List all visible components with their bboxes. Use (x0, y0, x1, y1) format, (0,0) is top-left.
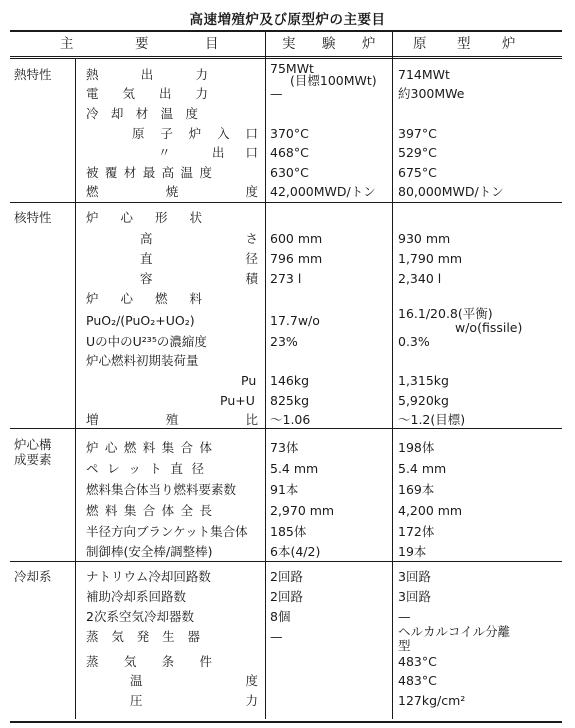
exp-volume: 273 l (270, 271, 302, 286)
label-puo2-ratio: PuO₂/(PuO₂+UO₂) (86, 313, 195, 328)
col-divider-item (265, 31, 266, 719)
label-reactor-inlet: 原 子 炉 入 口 (132, 126, 258, 141)
label-burnup: 燃 焼 度 (86, 184, 258, 199)
label-coolant-temp: 冷 却 材 温 度 (86, 106, 198, 121)
proto-fuel-assemblies: 198体 (398, 440, 435, 455)
proto-aux-loops: 3回路 (398, 589, 431, 604)
proto-steam-cond: 483°C (398, 654, 437, 669)
exp-thermal-output: 75MWt (270, 61, 314, 76)
proto-pins-per-assembly: 169本 (398, 482, 435, 497)
exp-reactor-inlet: 370°C (270, 126, 309, 141)
table-title: 高速増殖炉及び原型炉の主要目 (189, 12, 386, 28)
exp-pellet-dia: 5.4 mm (270, 461, 319, 476)
proto-diameter: 1,790 mm (398, 251, 463, 266)
label-clad-max: 被 覆 材 最 高 温 度 (86, 165, 212, 180)
section-nuclear: 核特性 (14, 210, 52, 225)
header-proto-1: 原 (413, 36, 427, 52)
proto-breeding: ～1.2(目標) (398, 412, 466, 427)
proto-burnup: 80,000MWD/トン (398, 184, 504, 199)
exp-u235: 23% (270, 334, 298, 349)
proto-assembly-length: 4,200 mm (398, 503, 463, 518)
label-pins-per-assembly: 燃料集合体当り燃料要素数 (86, 482, 237, 497)
proto-pu: 1,315kg (398, 373, 449, 388)
exp-air-coolers: 8個 (270, 609, 291, 624)
proto-sodium-loops: 3回路 (398, 569, 431, 584)
section-cooling: 冷却系 (14, 569, 52, 584)
exp-control-rods: 6本(4/2) (270, 544, 321, 559)
exp-height: 600 mm (270, 231, 323, 246)
header-item-2: 要 (135, 36, 149, 52)
label-aux-loops: 補助冷却系回路数 (86, 589, 187, 604)
label-sodium-loops: ナトリウム冷却回路数 (86, 569, 211, 584)
label-ditto-mark: 〃 (158, 145, 171, 160)
section-thermal: 熱特性 (14, 67, 52, 82)
proto-puo2-ratio-unit: w/o(fissile) (455, 320, 523, 335)
proto-radial-blanket: 172体 (398, 524, 435, 539)
proto-temperature: 483°C (398, 673, 437, 688)
exp-burnup: 42,000MWD/トン (270, 184, 376, 199)
exp-steam-gen: — (270, 629, 283, 644)
label-core-shape: 炉 心 形 状 (86, 210, 202, 225)
label-fuel-assemblies: 炉 心 燃 料 集 合 体 (86, 440, 212, 455)
proto-clad-max: 675°C (398, 165, 437, 180)
section-core-1: 炉心構 (14, 437, 52, 452)
label-pressure: 圧 力 (130, 693, 258, 708)
label-core-fuel: 炉 心 燃 料 (86, 291, 202, 306)
proto-control-rods: 19本 (398, 544, 427, 559)
proto-steam-gen-type: 型 (398, 638, 411, 653)
header-exp-2: 験 (322, 36, 336, 52)
exp-pins-per-assembly: 91本 (270, 482, 299, 497)
exp-reactor-outlet: 468°C (270, 145, 309, 160)
header-item-3: 目 (205, 36, 219, 52)
label-air-coolers: 2次系空気冷却器数 (86, 609, 194, 624)
header-exp-1: 実 (282, 36, 296, 52)
exp-aux-loops: 2回路 (270, 589, 303, 604)
header-rule (10, 56, 562, 57)
label-pellet-dia: ペ レ ッ ト 直 径 (86, 461, 204, 476)
exp-radial-blanket: 185体 (270, 524, 307, 539)
label-diameter: 直 径 (140, 251, 258, 266)
exp-thermal-output-target: (目標100MWt) (290, 73, 377, 88)
exp-electric-output: — (270, 86, 283, 101)
label-pu-u: Pu+U (220, 393, 255, 408)
exp-diameter: 796 mm (270, 251, 323, 266)
label-u235: Uの中のU²³⁵の濃縮度 (86, 334, 207, 349)
header-exp-3: 炉 (362, 36, 376, 52)
label-thermal-output: 熱 出 力 (86, 67, 208, 82)
exp-pu: 146kg (270, 373, 310, 388)
proto-u235: 0.3% (398, 334, 430, 349)
proto-thermal-output: 714MWt (398, 67, 450, 82)
section-rule-1 (10, 202, 562, 203)
label-temperature: 温 度 (130, 673, 258, 688)
label-steam-gen: 蒸 気 発 生 器 (86, 629, 200, 644)
exp-puo2-ratio: 17.7w/o (270, 313, 320, 328)
proto-reactor-inlet: 397°C (398, 126, 437, 141)
exp-breeding: ～1.06 (270, 412, 311, 427)
label-pu: Pu (241, 373, 257, 388)
header-rule-2 (10, 58, 562, 59)
label-electric-output: 電 気 出 力 (86, 86, 208, 101)
label-radial-blanket: 半径方向ブランケット集合体 (86, 524, 248, 539)
proto-pu-u: 5,920kg (398, 393, 449, 408)
exp-clad-max: 630°C (270, 165, 309, 180)
col-divider-section (75, 58, 76, 719)
header-item-1: 主 (60, 36, 74, 52)
proto-volume: 2,340 l (398, 271, 442, 286)
exp-fuel-assemblies: 73体 (270, 440, 299, 455)
proto-puo2-ratio: 16.1/20.8(平衡) (398, 306, 493, 321)
col-divider-exp (392, 31, 393, 719)
label-breeding: 増 殖 比 (86, 412, 258, 427)
header-proto-2: 型 (457, 36, 471, 52)
proto-air-coolers: — (398, 609, 411, 624)
proto-reactor-outlet: 529°C (398, 145, 437, 160)
section-rule-3 (10, 561, 562, 562)
exp-assembly-length: 2,970 mm (270, 503, 335, 518)
label-control-rods: 制御棒(安全棒/調整棒) (86, 544, 213, 559)
proto-steam-gen: ヘルカルコイル分離 (398, 624, 511, 639)
proto-pellet-dia: 5.4 mm (398, 461, 447, 476)
header-proto-3: 炉 (502, 36, 516, 52)
proto-pressure: 127kg/cm² (398, 693, 466, 708)
label-initial-load: 炉心燃料初期装荷量 (86, 353, 199, 368)
label-volume: 容 積 (140, 271, 258, 286)
section-rule-2 (10, 428, 562, 429)
label-height: 高 さ (140, 231, 258, 246)
label-reactor-outlet: 出 口 (212, 145, 258, 160)
exp-pu-u: 825kg (270, 393, 310, 408)
label-assembly-length: 燃 料 集 合 体 全 長 (86, 503, 212, 518)
label-steam-cond: 蒸 気 条 件 (86, 654, 212, 669)
section-core-2: 成要素 (14, 452, 52, 467)
exp-sodium-loops: 2回路 (270, 569, 303, 584)
proto-electric-output: 約300MWe (398, 86, 465, 101)
proto-height: 930 mm (398, 231, 451, 246)
